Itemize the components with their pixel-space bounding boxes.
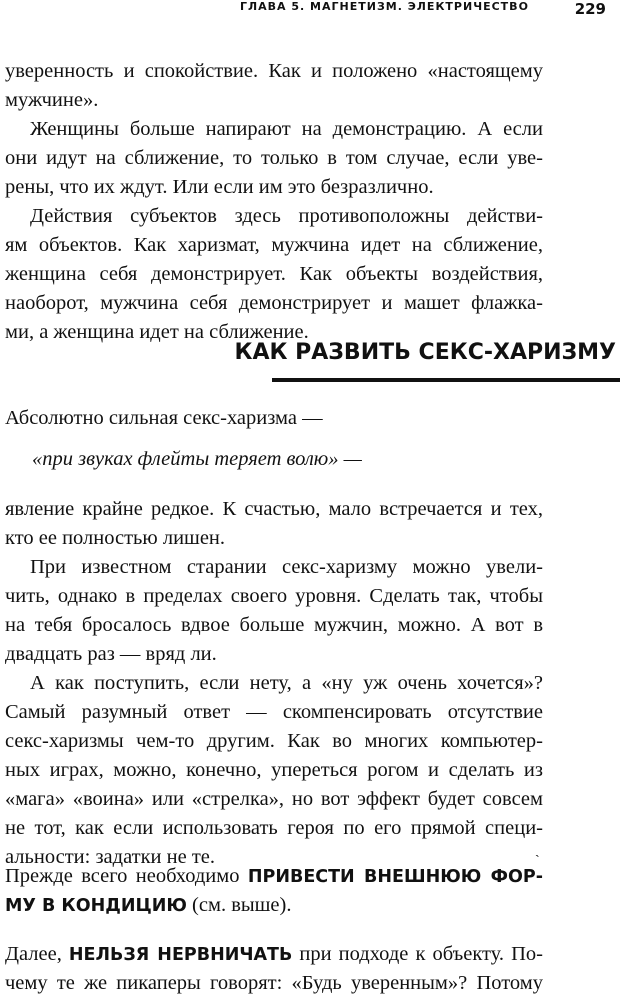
emphasis-text: ПРИВЕСТИ ВНЕШНЮЮ ФОР- [247,867,543,887]
quote-line: «при звуках флейты теряет волю» — [32,448,362,470]
text-line: они идут на сближение, то только в том случае, если уве- [5,147,543,169]
text-run: при подходе к объекту. По- [292,943,543,965]
text-run: Прежде всего необходимо [5,865,248,887]
text-line: Действия субъектов здесь противоположны действи- [30,205,543,227]
page-number: 229 [574,0,606,18]
text-line: ми, а женщина идет на сближение. [5,321,309,343]
text-line: альности: задатки не те. [5,846,216,868]
text-line [5,891,543,920]
paragraph-block-2 [5,495,543,872]
text-run: (см. выше). [186,894,292,916]
text-line: секс-харизмы чем-то другим. Как во многих компьютер- [5,730,543,752]
section-heading-wrap [0,340,620,390]
text-line: «мага» «воина» или «стрелка», но вот эффект будет совсем [5,788,543,810]
text-line: Женщины больше напирают на демонстрацию. А если [30,118,543,140]
emphasis-text: НЕЛЬЗЯ НЕРВНИЧАТЬ [68,945,293,965]
text-line: А как поступить, если нету, а «ну уж очень хочется»? [30,672,543,694]
text-line: При известном старании секс-харизму можно увели- [30,556,543,578]
text-line: двадцать раз — вряд ли. [5,643,217,665]
stray-mark: ˏ [535,843,540,858]
intro-paragraph [5,404,543,433]
text-line: чему те же пикаперы говорят: «Будь уверенным»? Потому [5,972,543,994]
text-line: ям объектов. Как харизмат, мужчина идет на сближение, [5,234,543,256]
text-line: женщина себя демонстрирует. Как объекты воздействия, [5,263,543,285]
text-line: ных играх, можно, конечно, упереться рогом и сделать из [5,759,543,781]
text-line: не тот, как если использовать героя по его прямой специ- [5,817,543,839]
running-header: ГЛАВА 5. МАГНЕТИЗМ. ЭЛЕКТРИЧЕСТВО [240,0,529,13]
paragraph-form [5,862,543,920]
text-line: на тебя бросалось вдвое больше мужчин, можно. А вот в [5,614,543,636]
text-line: уверенность и спокойствие. Как и положено «настоящему [5,60,543,82]
text-line [5,940,543,969]
heading-underline [272,378,620,382]
section-heading: КАК РАЗВИТЬ СЕКС-ХАРИЗМУ [234,340,616,365]
text-line: чить, однако в пределах своего уровня. Сделать так, чтобы [5,585,543,607]
text-line [5,862,543,891]
text-line: наоборот, мужчина себя демонстрирует и машет флажка- [5,292,543,314]
text-line: мужчине». [5,89,99,111]
text-line: Абсолютно сильная секс-харизма — [5,407,323,429]
text-line: кто ее полностью лишен. [5,527,226,549]
paragraph-nerves [5,940,543,998]
text-line: Самый разумный ответ — скомпенсировать отсутствие [5,701,543,723]
text-run: Далее, [5,943,69,965]
emphasis-text: МУ В КОНДИЦИЮ [5,896,187,916]
text-line: рены, что их ждут. Или если им это безразлично. [5,176,434,198]
text-line: явление крайне редкое. К счастью, мало встречается и тех, [5,498,543,520]
paragraph-block-1 [5,57,543,347]
